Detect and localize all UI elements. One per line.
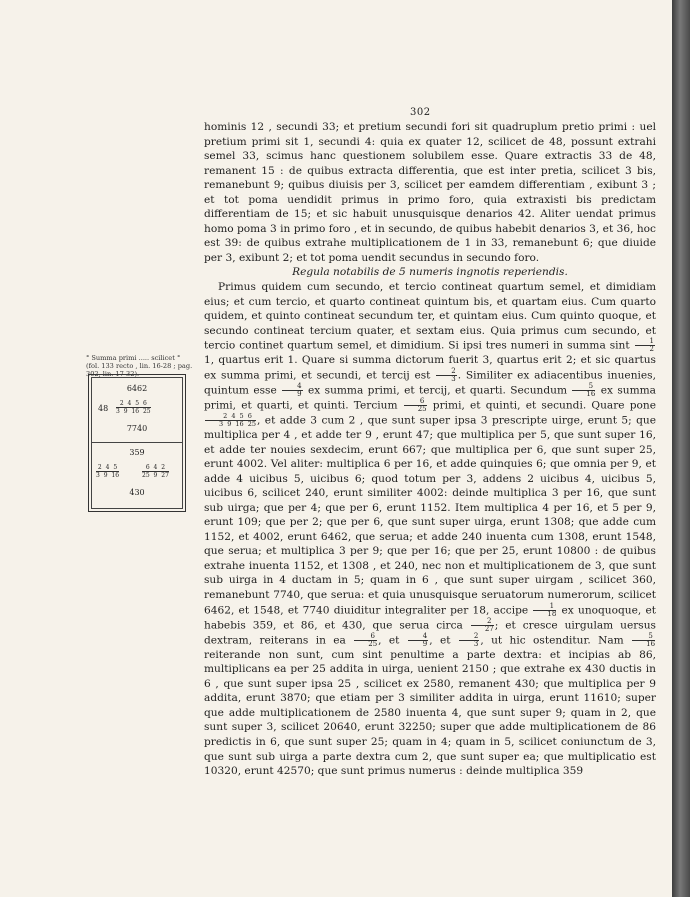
- paragraph-2: [204, 280, 656, 779]
- box-top-chain: $\frac{2 4 5 6}{3 9 16 25}$: [116, 400, 151, 415]
- fraction-five-sixteenths: $\frac{5}{16}$: [572, 383, 595, 398]
- p2-text-i: ; et cresce uirgulam uersus dextram, reiterans in ea: [204, 619, 656, 647]
- fraction-two-27ths: $\frac{2}{27}$: [471, 618, 494, 633]
- box-top-value: 6462: [126, 384, 148, 393]
- fraction-one-18th: $\frac{1}{18}$: [533, 603, 556, 618]
- fraction-four-ninths-b: $\frac{4}{9}$: [408, 633, 428, 648]
- margin-calculation-box: [88, 374, 186, 512]
- box-divider: [92, 442, 182, 443]
- p2-text-g: , et adde 3 cum 2 , que sunt super ipsa 3 prescripte uirge, erunt 5; que multiplica per 4 , et adde ter 9 , erunt 47; que multiplica per 5, que sunt super 16, et adde ter nouies sexdecim, erunt 667; que multiplica per 6, que sunt super 25, erunt 4002. Vel aliter: multiplica 6 per 16, et adde quinquies 6; que omnia per 9, et adde 4 uicibus 5, uicibus 6; quod totum per 3, addens 2 uicibus 4, uicibus 5, uicibus 6, scilicet 240, erunt similiter 4002: deinde multiplica 3 per 16, que sunt sub uirga; que per 4; que per 6, erunt 1152. Item multiplica 4 per 16, et 5 per 9, erunt 109; que per 2; que per 6, que sunt super uirga, erunt 1308; que adde cum 1152, et 4002, erunt 6462, que serua; et adde 240 inuenta cum 1308, erunt 1548, que serua; et multiplica 3 per 9; que per 16; que per 25, erunt 10800 : de quibus extrahe inuenta 1152, et 1308 , et 240, nec non et multiplicationem de 3, que sunt sub uirga in 4 ductam in 5; quam in 6 , que sunt super uirgam , scilicet 360, remanebunt 7740, que serua: et quia unusquisque seruatorum numerorum, scilicet 6462, et 1548, et 7740 diuiditur integraliter per 18, accipe: [204, 414, 656, 617]
- p2-text-j: , et: [378, 634, 400, 647]
- p2-text-d: ex summa primi, et tercij, et quarti. Secundum: [308, 384, 567, 397]
- margin-box-inner: [91, 377, 183, 509]
- box-bottom-value: 430: [129, 488, 145, 497]
- p2-text-e: ex summa primi, et quarti, et quinti. Tercium: [204, 384, 656, 412]
- p2-text-f: primi, et quinti, et secundi. Quare pone: [432, 399, 656, 412]
- fraction-two-thirds-b: $\frac{2}{3}$: [459, 633, 479, 648]
- section-heading: Regula notabilis de 5 numeris ingnotis reperiendis.: [292, 266, 568, 279]
- margin-note: ° Summa primi ..... scilicet ° (fol. 133 recto , lin. 16-28 ; pag. 302, lin. 17-32).: [86, 354, 193, 378]
- p2-text-m: reiterande non sunt, cum sint penultime a parte dextra: et incipias ab 86, multiplicans ea per 25 addita in uirga, uenient 2150 ; que extrahe ex 430 ductis in 6 , que sunt super ipsa 25 , scilicet ex 2580, remanent 430; que multiplica per 9 addita, erunt 3870; que etiam per 3 similiter addita in uirga, erunt 11610; super que adde multiplicationem de 2580 inuenta 4, que sunt super 9; quam in 2, que sunt super 3, scilicet 20640, erunt 32250; super que adde multiplicationem de 86 predictis in 6, que sunt super 25; quam in 4; quam in 5, scilicet coniunctum de 3, que sunt sub uirga a parte dextra cum 2, que sunt super ea; que multiplicatio est 10320, erunt 42570; que sunt primus numerus : deinde multiplica 359: [204, 648, 656, 778]
- fraction-two-thirds: $\frac{2}{3}$: [436, 368, 456, 383]
- p2-text-l: , ut hic ostenditur. Nam: [480, 634, 624, 647]
- p2-text-c: . Similiter ex adiacentibus inuenies, quintum esse: [204, 369, 656, 397]
- p2-text-k: , et: [429, 634, 451, 647]
- fraction-chain: $\frac{2 4 5 6}{3 9 16 25}$: [205, 413, 256, 428]
- main-text: [204, 120, 656, 779]
- paragraph-1: hominis 12 , secundi 33; et pretium secundi fori sit quadruplum pretio primi : uel pretium primi sit 1, secundi 4: quia ex quater 12, scilicet de 48, possunt extrahi semel 33, scimus hanc questionem solubilem esse. Quare extractis 33 de 48, remanent 15 : de quibus extracta differentia, que est inter pretia, scilicet 3 bis, remanebunt 9; quibus diuisis per 3, scilicet per eamdem differentiam , exibunt 3 ; et tot poma uendidit primus in primo foro, quia extraxisti bis predictam differentiam de 15; et sic habuit unusquisque denarios 42. Aliter uendat primus homo poma 3 in primo foro , et in secundo, de quibus habebit denarios 3, et 36, hoc est 39: de quibus extrahe multiplicationem de 1 in 33, remanebunt 6; que diuide per 3, exibunt 2; et tot poma uendit secundus in secundo foro.: [204, 121, 656, 264]
- book-spine-edge: [672, 0, 690, 897]
- box-lower-value: 359: [129, 448, 145, 457]
- fraction-five-16ths-b: $\frac{5}{16}$: [632, 633, 655, 648]
- fraction-four-ninths: $\frac{4}{9}$: [282, 383, 302, 398]
- fraction-six-25ths: $\frac{6}{25}$: [404, 398, 427, 413]
- p2-text-a: Primus quidem cum secundo, et tercio contineat quartum semel, et dimidiam eius; et cum tercio, et quarto contineat quintum bis, et quartam eius. Cum quarto quidem, et quinto contineat secundum ter, et quintam eius. Cum quinto quoque, et secundo contineat tercium quater, et sextam eius. Quia primus cum secundo, et tercio continet quartum semel, et dimidium. Si ipsi tres numeri in summa sint: [204, 281, 656, 352]
- box-mid-value: 7740: [126, 424, 148, 433]
- p2-text-b: 1, quartus erit 1. Quare si summa dictorum fuerit 3, quartus erit 2; et sic quartus ex summa primi, et secundi, et tercij est: [204, 354, 656, 382]
- box-lower-chain-left: $\frac{2 4 5}{3 9 16}$: [96, 464, 120, 479]
- fraction-half: $\frac{1}{2}$: [635, 338, 655, 353]
- fraction-six-25ths-b: $\frac{6}{25}$: [354, 633, 377, 648]
- p2-text-h: ex unoquoque, et habebis 359, et 86, et 430, que serua circa: [204, 604, 656, 632]
- page-number: 302: [410, 107, 431, 118]
- box-left-number: 48: [98, 404, 109, 413]
- box-lower-chain-right: $\frac{6 4 2}{25 9 27}$: [142, 464, 169, 479]
